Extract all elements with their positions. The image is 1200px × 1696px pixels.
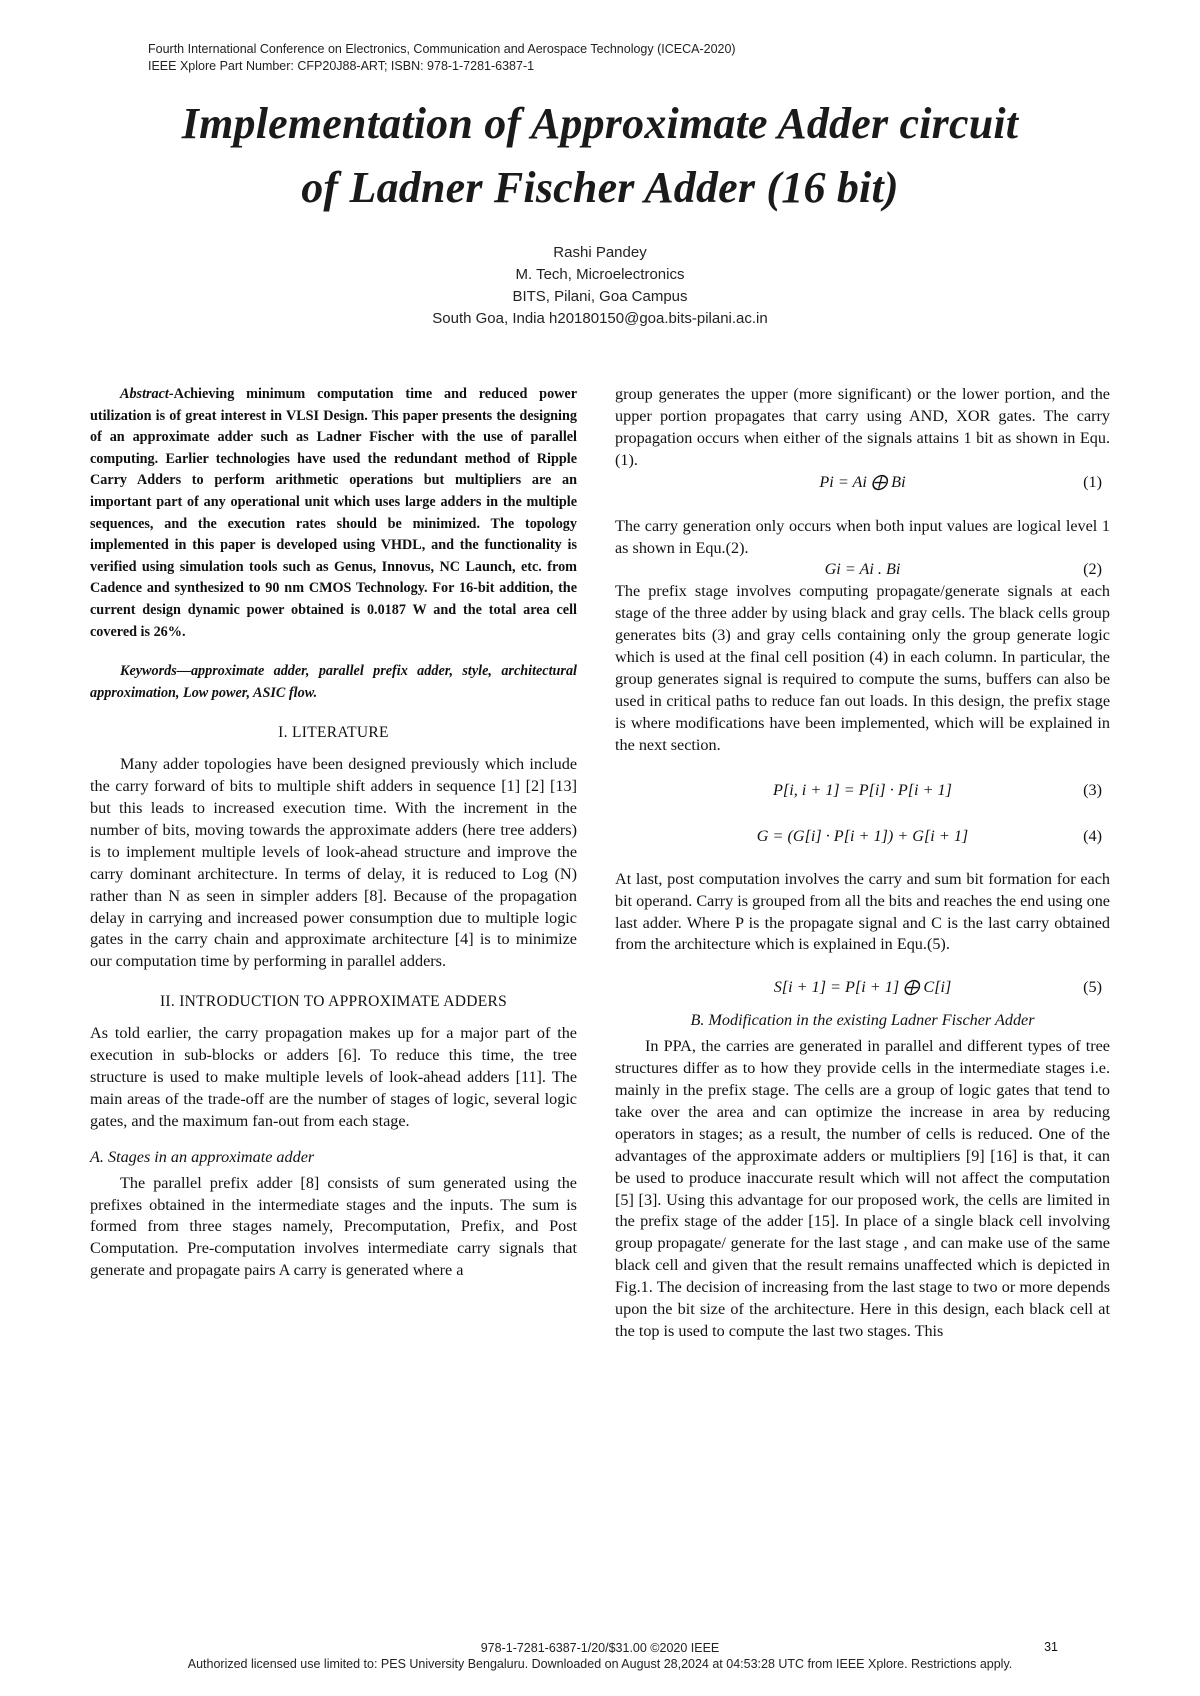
equation-2-number: (2): [1083, 560, 1102, 579]
equation-2: [615, 559, 1110, 581]
subsection-a-body: The parallel prefix adder [8] consists of sum generated using the prefixes obtained in the intermediate stages and the inputs. The sum is formed from three stages namely, Precomputation, Prefix, and Post Computation. Pre-computation involves intermediate carry signals that generate and propagate pairs A carry is generated where a: [90, 1173, 577, 1280]
author-location-email: South Goa, India h20180150@goa.bits-pilani.ac.in: [432, 310, 768, 327]
author-institution: BITS, Pilani, Goa Campus: [512, 288, 688, 305]
conference-header: [148, 41, 1048, 75]
section-1-body: Many adder topologies have been designed previously which include the carry forward of bits to multiple shift adders in sequence [1] [2] [13] but this leads to increased execution time. With the increment in the number of bits, moving towards the approximate adders (here tree adders) is to implement multiple levels of look-ahead structure and improve the carry dominant architecture. In terms of delay, it is reduced to Log (N) rather than N as seen in simpler adders [8]. Because of the propagation delay in carrying and increased power consumption due to multiple logic gates in the carry chain and approximate architecture [4] is to minimize our computation time by performing in parallel adders.: [90, 755, 577, 971]
left-column: [90, 384, 577, 1282]
equation-5-number: (5): [1083, 978, 1102, 997]
abstract-text: -Achieving minimum computation time and reduced power utilization is of great interest in VLSI Design. This paper presents the designing of an approximate adder such as Ladner Fischer with the use of parallel computing. Earlier technologies have used the redundant method of Ripple Carry Adders to perform arithmetic operations but multipliers are an important part of any operational unit which uses large adders in the multiple sequences, and the execution rates should be minimized. The topology implemented in this paper is developed using VHDL, and the functionality is verified using simulation tools such as Genus, Innovus, NC Launch, etc. from Cadence and synthesized to 90 nm CMOS Technology. For 16-bit addition, the current design dynamic power obtained is 0.0187 W and the total area cell covered is 26%.: [90, 386, 577, 640]
right-para-3: The prefix stage involves computing propagate/generate signals at each stage of the three adder by using black and gray cells. The black cells group generates bits (3) and gray cells containing only the group generate logic which is used at the final cell position (4) in each column. In particular, the group generates signal is required to compute the sums, buffers can also be used in critical paths to reduce fan out loads. In this design, the prefix stage is where modifications have been implemented, which will be explained in the next section.: [615, 582, 1110, 754]
keywords-label: Keywords—: [120, 663, 191, 680]
subsection-a-heading: A. Stages in an approximate adder: [90, 1147, 315, 1166]
equation-5-expr: S[i + 1] = P[i + 1] ⨁ C[i]: [773, 978, 952, 997]
author-block: [300, 242, 900, 330]
right-para-2: The carry generation only occurs when both input values are logical level 1 as shown in Equ.(2).: [615, 516, 1110, 557]
section-2-body: As told earlier, the carry propagation makes up for a major part of the execution in sub-blocks or adders [6]. To reduce this time, the tree structure is used to make multiple levels of look-ahead adders [11]. The main areas of the trade-off are the number of stages of logic, several logic gates, and the maximum fan-out from each stage.: [90, 1024, 577, 1130]
equation-1-number: (1): [1083, 472, 1102, 491]
author-name: Rashi Pandey: [553, 244, 647, 261]
equation-1: [615, 472, 1110, 494]
keywords-text: approximate adder, parallel prefix adder, style, architectural approximation, Low power, ASIC flow.: [90, 663, 577, 701]
equation-3-expr: P[i, i + 1] = P[i] · P[i + 1]: [773, 780, 952, 799]
equation-3-number: (3): [1083, 780, 1102, 799]
section-2-heading: II. INTRODUCTION TO APPROXIMATE ADDERS: [159, 993, 508, 1011]
title-line-1: Implementation of Approximate Adder circuit: [181, 99, 1019, 148]
conference-line: Fourth International Conference on Electronics, Communication and Aerospace Technology (ICECA-2020): [148, 42, 736, 56]
section-1-heading: I. LITERATURE: [278, 724, 389, 742]
equation-4-number: (4): [1083, 826, 1102, 845]
page-footer: [0, 1640, 1200, 1672]
equation-5: [615, 964, 1110, 1010]
paper-title: [60, 92, 1140, 220]
xplore-line: IEEE Xplore Part Number: CFP20J88-ART; ISBN: 978-1-7281-6387-1: [148, 59, 535, 73]
equation-2-expr: Gi = Ai . Bi: [824, 560, 901, 579]
equation-4-expr: G = (G[i] · P[i + 1]) + G[i + 1]: [756, 826, 969, 845]
page-number: 31: [1044, 1640, 1058, 1654]
abstract-label: Abstract: [120, 386, 169, 402]
footer-license: Authorized licensed use limited to: PES University Bengaluru. Downloaded on August 28,2024 at 04:53:28 UTC from IEEE Xplore. Restrictions apply.: [187, 1657, 1013, 1671]
subsection-b-body: In PPA, the carries are generated in parallel and different types of tree structures differ as to how they provide cells in the intermediate stages i.e. mainly in the prefix stage. The cells are a group of logic gates that tend to take over the area and can optimize the increase in area by reducing operators in stages; as a result, the number of cells is reduced. One of the advantages of the approximate adders or multipliers [9] [16] is that, it can be used to produce inaccurate result which will not affect the computation [5] [3]. Using this advantage for our proposed work, the cells are limited in the prefix stage of the adder [15]. In place of a single black cell involving group propagate/ generate for the last stage , and can make use of the same black cell and given that the result remains unaffected which is depicted in Fig.1. The decision of increasing from the last stage to two or more depends upon the bit size of the architecture. Here in this design, each black cell at the top is used to compute the last two stages. This: [615, 1037, 1110, 1340]
footer-isbn: 978-1-7281-6387-1/20/$31.00 ©2020 IEEE: [480, 1641, 720, 1655]
keywords: [90, 661, 577, 704]
equation-1-expr: Pi = Ai ⨁ Bi: [819, 472, 906, 491]
title-line-2: of Ladner Fischer Adder (16 bit): [301, 163, 899, 212]
equation-3: [615, 767, 1110, 813]
right-para-1: group generates the upper (more significant) or the lower portion, and the upper portion propagates that carry using AND, XOR gates. The carry propagation occurs when either of the signals attains 1 bit as shown in Equ.(1).: [615, 385, 1110, 469]
right-column: [615, 384, 1110, 1343]
abstract: [90, 384, 577, 643]
author-degree: M. Tech, Microelectronics: [515, 266, 685, 283]
equation-4: [615, 813, 1110, 859]
right-para-4: At last, post computation involves the carry and sum bit formation for each bit operand. Carry is grouped from all the bits and reaches the end using one last adder. Where P is the propagate signal and C is the last carry obtained from the architecture which is explained in Equ.(5).: [615, 869, 1110, 954]
subsection-b-heading: B. Modification in the existing Ladner Fischer Adder: [690, 1011, 1035, 1030]
